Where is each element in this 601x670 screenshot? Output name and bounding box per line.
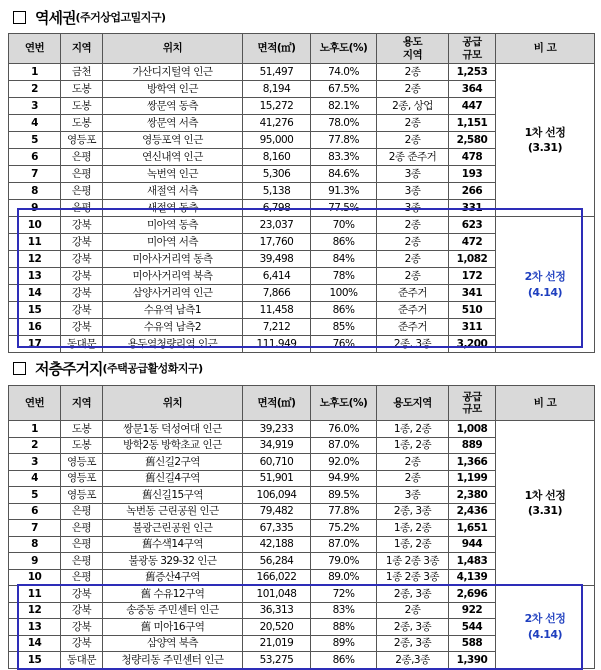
table-cell: 강북 xyxy=(61,619,103,636)
table-cell: 녹번역 인근 xyxy=(103,166,243,183)
table-cell: 84% xyxy=(311,251,377,268)
table-cell: 은평 xyxy=(61,149,103,166)
table-cell: 1,151 xyxy=(449,115,496,132)
table-cell: 331 xyxy=(449,200,496,217)
table-cell: 강북 xyxy=(61,586,103,603)
table-cell: 삼양역 북측 xyxy=(103,635,243,652)
table-cell: 87.0% xyxy=(311,536,377,553)
table-cell: 94.9% xyxy=(311,470,377,487)
table-cell: 7,212 xyxy=(243,319,311,336)
table-cell: 23,037 xyxy=(243,217,311,234)
column-header: 위치 xyxy=(103,34,243,64)
table-cell: 101,048 xyxy=(243,586,311,603)
column-header: 지역 xyxy=(61,34,103,64)
table-cell: 도봉 xyxy=(61,437,103,454)
table-cell: 85% xyxy=(311,319,377,336)
table-cell: 도봉 xyxy=(61,115,103,132)
remark-date: (4.14) xyxy=(527,285,563,299)
table-cell: 78.0% xyxy=(311,115,377,132)
table-cell: 77.5% xyxy=(311,200,377,217)
checkbox-square-icon xyxy=(13,11,26,24)
table-cell: 미아사거리역 북측 xyxy=(103,268,243,285)
table-cell: 75.2% xyxy=(311,520,377,537)
table-cell: 78% xyxy=(311,268,377,285)
remark-date: (3.31) xyxy=(527,141,563,154)
table-cell: 새절역 동측 xyxy=(103,200,243,217)
table-cell: 강북 xyxy=(61,302,103,319)
table-cell: 미아역 서측 xyxy=(103,234,243,251)
column-header: 용도지역 xyxy=(377,386,449,421)
table-cell: 76% xyxy=(311,336,377,353)
table-cell: 7,866 xyxy=(243,285,311,302)
table-cell: 1,651 xyxy=(449,520,496,537)
table-cell: 은평 xyxy=(61,520,103,537)
table-cell: 동대문 xyxy=(61,652,103,669)
table-cell: 67,335 xyxy=(243,520,311,537)
table-cell: 70% xyxy=(311,217,377,234)
table-cell: 87.0% xyxy=(311,437,377,454)
table-cell: 방학2동 방학초교 인근 xyxy=(103,437,243,454)
table-cell: 2,380 xyxy=(449,487,496,504)
table-cell: 588 xyxy=(449,635,496,652)
table-row xyxy=(9,217,595,234)
section1-title: 역세권 xyxy=(35,8,76,27)
table-cell: 도봉 xyxy=(61,81,103,98)
table-cell: 11 xyxy=(9,234,61,251)
table-cell: 89.5% xyxy=(311,487,377,504)
table-cell: 은평 xyxy=(61,569,103,586)
section2-title: 저층주거지 xyxy=(35,359,103,378)
table-cell: 12 xyxy=(9,251,61,268)
first-round-remark xyxy=(496,421,595,586)
column-header: 위치 xyxy=(103,386,243,421)
second-round-remark xyxy=(496,586,595,669)
first-round-remark xyxy=(496,64,595,217)
table-cell: 86% xyxy=(311,652,377,669)
table-cell: 2종 xyxy=(377,268,449,285)
table-cell: 2종,3종 xyxy=(377,652,449,669)
table-cell: 녹번동 근린공원 인근 xyxy=(103,503,243,520)
table-cell: 1 xyxy=(9,64,61,81)
second-round-remark xyxy=(496,217,595,353)
table-cell: 2,696 xyxy=(449,586,496,603)
remark-label: 1차 선정 xyxy=(524,488,566,502)
table-cell: 16 xyxy=(9,319,61,336)
table-cell: 11,458 xyxy=(243,302,311,319)
table-cell: 193 xyxy=(449,166,496,183)
table-cell: 동대문 xyxy=(61,336,103,353)
table-cell: 623 xyxy=(449,217,496,234)
table-cell: 341 xyxy=(449,285,496,302)
table-cell: 수유역 남측2 xyxy=(103,319,243,336)
table-header-row xyxy=(9,34,595,64)
table-cell: 83.3% xyxy=(311,149,377,166)
remark-label: 2차 선정 xyxy=(524,612,566,626)
table-cell: 13 xyxy=(9,268,61,285)
table-cell: 2종 xyxy=(377,115,449,132)
table-cell: 舊 수유12구역 xyxy=(103,586,243,603)
table-cell: 미아역 동측 xyxy=(103,217,243,234)
table-cell: 6 xyxy=(9,503,61,520)
table-cell: 7 xyxy=(9,166,61,183)
table-cell: 강북 xyxy=(61,602,103,619)
table-cell: 67.5% xyxy=(311,81,377,98)
table-cell: 1,008 xyxy=(449,421,496,438)
table-cell: 은평 xyxy=(61,553,103,570)
table-cell: 1종, 2종 xyxy=(377,421,449,438)
remark-label: 1차 선정 xyxy=(524,125,566,139)
table-cell: 17 xyxy=(9,336,61,353)
table-cell: 1종, 2종 xyxy=(377,520,449,537)
table-cell: 472 xyxy=(449,234,496,251)
table-cell: 舊수색14구역 xyxy=(103,536,243,553)
table-cell: 새절역 서측 xyxy=(103,183,243,200)
table-cell: 36,313 xyxy=(243,602,311,619)
table-cell: 41,276 xyxy=(243,115,311,132)
table-cell: 544 xyxy=(449,619,496,636)
table-cell: 강북 xyxy=(61,268,103,285)
table-cell: 311 xyxy=(449,319,496,336)
table-cell: 42,188 xyxy=(243,536,311,553)
table-cell: 도봉 xyxy=(61,98,103,115)
table-cell: 용두역청량리역 인근 xyxy=(103,336,243,353)
table-cell: 17,760 xyxy=(243,234,311,251)
table-cell: 1,253 xyxy=(449,64,496,81)
table-cell: 21,019 xyxy=(243,635,311,652)
table-cell: 5,306 xyxy=(243,166,311,183)
table-cell: 166,022 xyxy=(243,569,311,586)
table-cell: 79,482 xyxy=(243,503,311,520)
table-header-row xyxy=(9,386,595,421)
table-cell: 1 xyxy=(9,421,61,438)
table-cell: 14 xyxy=(9,285,61,302)
table-cell: 172 xyxy=(449,268,496,285)
section1-subtitle: (주거상업고밀지구) xyxy=(75,11,166,24)
table-cell: 9 xyxy=(9,553,61,570)
table-cell: 39,498 xyxy=(243,251,311,268)
table-cell: 8 xyxy=(9,536,61,553)
column-header: 면적(㎡) xyxy=(243,386,311,421)
table-cell: 86% xyxy=(311,302,377,319)
table-cell: 364 xyxy=(449,81,496,98)
column-header: 비 고 xyxy=(496,34,595,64)
table-cell: 1,483 xyxy=(449,553,496,570)
table-cell: 송중동 주민센터 인근 xyxy=(103,602,243,619)
table-cell: 2 xyxy=(9,81,61,98)
table-cell: 2종 xyxy=(377,234,449,251)
column-header: 연번 xyxy=(9,34,61,64)
table-cell: 2,436 xyxy=(449,503,496,520)
table-cell: 88% xyxy=(311,619,377,636)
table-cell: 2종, 상업 xyxy=(377,98,449,115)
table-cell: 준주거 xyxy=(377,319,449,336)
table-cell: 삼양사거리역 인근 xyxy=(103,285,243,302)
table-cell: 2종 xyxy=(377,454,449,471)
table-cell: 연신내역 인근 xyxy=(103,149,243,166)
table-cell: 준주거 xyxy=(377,285,449,302)
table-cell: 청량리동 주민센터 인근 xyxy=(103,652,243,669)
table-cell: 5 xyxy=(9,132,61,149)
table-cell: 478 xyxy=(449,149,496,166)
table-cell: 2종 준주거 xyxy=(377,149,449,166)
remark-date: (4.14) xyxy=(527,627,563,641)
table-cell: 1종 2종 3종 xyxy=(377,553,449,570)
section1-heading xyxy=(8,6,166,28)
table-cell: 영등포 xyxy=(61,470,103,487)
table-cell: 은평 xyxy=(61,200,103,217)
table-cell: 77.8% xyxy=(311,132,377,149)
table-cell: 1종, 2종 xyxy=(377,437,449,454)
table-cell: 1종 2종 3종 xyxy=(377,569,449,586)
table-cell: 5 xyxy=(9,487,61,504)
table-cell: 2종, 3종 xyxy=(377,336,449,353)
table-cell: 56,284 xyxy=(243,553,311,570)
table-cell: 95,000 xyxy=(243,132,311,149)
table-cell: 10 xyxy=(9,217,61,234)
table-cell: 불광동 329-32 인근 xyxy=(103,553,243,570)
table-cell: 12 xyxy=(9,602,61,619)
table-cell: 강북 xyxy=(61,285,103,302)
table-cell: 4,139 xyxy=(449,569,496,586)
table-cell: 수유역 남측1 xyxy=(103,302,243,319)
table-cell: 944 xyxy=(449,536,496,553)
section2-subtitle: (주택공급활성화지구) xyxy=(102,362,203,375)
table-cell: 3 xyxy=(9,454,61,471)
station-area-table xyxy=(8,33,595,353)
table-cell: 7 xyxy=(9,520,61,537)
table-cell: 舊신길15구역 xyxy=(103,487,243,504)
table-cell: 51,901 xyxy=(243,470,311,487)
table-cell: 강북 xyxy=(61,217,103,234)
table-cell: 불광근린공원 인근 xyxy=(103,520,243,537)
table-cell: 8,160 xyxy=(243,149,311,166)
column-header: 용도 지역 xyxy=(377,34,449,64)
table-cell: 39,233 xyxy=(243,421,311,438)
table-cell: 가산디지털역 인근 xyxy=(103,64,243,81)
table-cell: 쌍문역 동측 xyxy=(103,98,243,115)
table-cell: 3종 xyxy=(377,200,449,217)
table-cell: 51,497 xyxy=(243,64,311,81)
table-cell: 영등포 xyxy=(61,487,103,504)
table-cell: 舊신길2구역 xyxy=(103,454,243,471)
table-cell: 3 xyxy=(9,98,61,115)
table-cell: 2종, 3종 xyxy=(377,619,449,636)
table-cell: 2종 xyxy=(377,64,449,81)
table-cell: 8,194 xyxy=(243,81,311,98)
table-cell: 15 xyxy=(9,302,61,319)
table-cell: 86% xyxy=(311,234,377,251)
table-cell: 3종 xyxy=(377,166,449,183)
table-cell: 1종, 2종 xyxy=(377,536,449,553)
table-cell: 준주거 xyxy=(377,302,449,319)
table-cell: 도봉 xyxy=(61,421,103,438)
table-cell: 2종 xyxy=(377,602,449,619)
table-cell: 2종 xyxy=(377,470,449,487)
table-cell: 11 xyxy=(9,586,61,603)
table-cell: 2,580 xyxy=(449,132,496,149)
table-cell: 922 xyxy=(449,602,496,619)
table-cell: 77.8% xyxy=(311,503,377,520)
table-cell: 2종 xyxy=(377,251,449,268)
table-cell: 2종, 3종 xyxy=(377,503,449,520)
table-cell: 은평 xyxy=(61,183,103,200)
table-cell: 92.0% xyxy=(311,454,377,471)
table-cell: 89.0% xyxy=(311,569,377,586)
table-cell: 100% xyxy=(311,285,377,302)
table-cell: 111,949 xyxy=(243,336,311,353)
table-cell: 14 xyxy=(9,635,61,652)
table-cell: 13 xyxy=(9,619,61,636)
table-cell: 8 xyxy=(9,183,61,200)
table-cell: 74.0% xyxy=(311,64,377,81)
table-row xyxy=(9,586,595,603)
remark-label: 2차 선정 xyxy=(524,270,566,284)
table-cell: 강북 xyxy=(61,635,103,652)
table-cell: 510 xyxy=(449,302,496,319)
table-cell: 쌍문역 서측 xyxy=(103,115,243,132)
table-row xyxy=(9,421,595,438)
table-cell: 84.6% xyxy=(311,166,377,183)
table-cell: 3종 xyxy=(377,183,449,200)
table-cell: 3종 xyxy=(377,487,449,504)
column-header: 연번 xyxy=(9,386,61,421)
table-cell: 889 xyxy=(449,437,496,454)
table-cell: 106,094 xyxy=(243,487,311,504)
table-cell: 10 xyxy=(9,569,61,586)
table-cell: 83% xyxy=(311,602,377,619)
section2-heading xyxy=(8,357,203,379)
table-cell: 15 xyxy=(9,652,61,669)
column-header: 지역 xyxy=(61,386,103,421)
table-cell: 강북 xyxy=(61,251,103,268)
table-cell: 방학역 인근 xyxy=(103,81,243,98)
table-cell: 1,366 xyxy=(449,454,496,471)
table-cell: 영등포 xyxy=(61,454,103,471)
table-cell: 2 xyxy=(9,437,61,454)
table-cell: 舊 미아16구역 xyxy=(103,619,243,636)
table-cell: 금천 xyxy=(61,64,103,81)
table-cell: 15,272 xyxy=(243,98,311,115)
table-cell: 3,200 xyxy=(449,336,496,353)
table-cell: 쌍문1동 덕성여대 인근 xyxy=(103,421,243,438)
column-header: 면적(㎡) xyxy=(243,34,311,64)
table-cell: 은평 xyxy=(61,536,103,553)
table-cell: 2종 xyxy=(377,132,449,149)
table-cell: 72% xyxy=(311,586,377,603)
table-cell: 1,082 xyxy=(449,251,496,268)
table-cell: 4 xyxy=(9,115,61,132)
column-header: 공급 규모 xyxy=(449,386,496,421)
table-cell: 6,414 xyxy=(243,268,311,285)
table-cell: 91.3% xyxy=(311,183,377,200)
table-cell: 2종, 3종 xyxy=(377,586,449,603)
low-rise-residential-table xyxy=(8,385,595,669)
table-cell: 2종 xyxy=(377,217,449,234)
table-cell: 미아사거리역 동측 xyxy=(103,251,243,268)
column-header: 공급 규모 xyxy=(449,34,496,64)
table-cell: 53,275 xyxy=(243,652,311,669)
checkbox-square-icon xyxy=(13,362,26,375)
column-header: 비 고 xyxy=(496,386,595,421)
table-cell: 9 xyxy=(9,200,61,217)
table-cell: 82.1% xyxy=(311,98,377,115)
remark-date: (3.31) xyxy=(527,504,563,517)
table-cell: 60,710 xyxy=(243,454,311,471)
table-cell: 은평 xyxy=(61,166,103,183)
column-header: 노후도(%) xyxy=(311,34,377,64)
table-row xyxy=(9,64,595,81)
table-cell: 영등포 xyxy=(61,132,103,149)
table-cell: 강북 xyxy=(61,234,103,251)
table-cell: 강북 xyxy=(61,319,103,336)
table-cell: 6 xyxy=(9,149,61,166)
table-cell: 266 xyxy=(449,183,496,200)
table-cell: 1,199 xyxy=(449,470,496,487)
table-cell: 영등포역 인근 xyxy=(103,132,243,149)
table-cell: 1,390 xyxy=(449,652,496,669)
table-cell: 6,798 xyxy=(243,200,311,217)
table-cell: 89% xyxy=(311,635,377,652)
table-cell: 20,520 xyxy=(243,619,311,636)
table-cell: 76.0% xyxy=(311,421,377,438)
table-cell: 79.0% xyxy=(311,553,377,570)
table-cell: 舊증산4구역 xyxy=(103,569,243,586)
table-cell: 447 xyxy=(449,98,496,115)
table-cell: 舊신길4구역 xyxy=(103,470,243,487)
table-cell: 2종 xyxy=(377,81,449,98)
column-header: 노후도(%) xyxy=(311,386,377,421)
table-cell: 4 xyxy=(9,470,61,487)
table-cell: 5,138 xyxy=(243,183,311,200)
table-cell: 은평 xyxy=(61,503,103,520)
table-cell: 34,919 xyxy=(243,437,311,454)
table-cell: 2종, 3종 xyxy=(377,635,449,652)
